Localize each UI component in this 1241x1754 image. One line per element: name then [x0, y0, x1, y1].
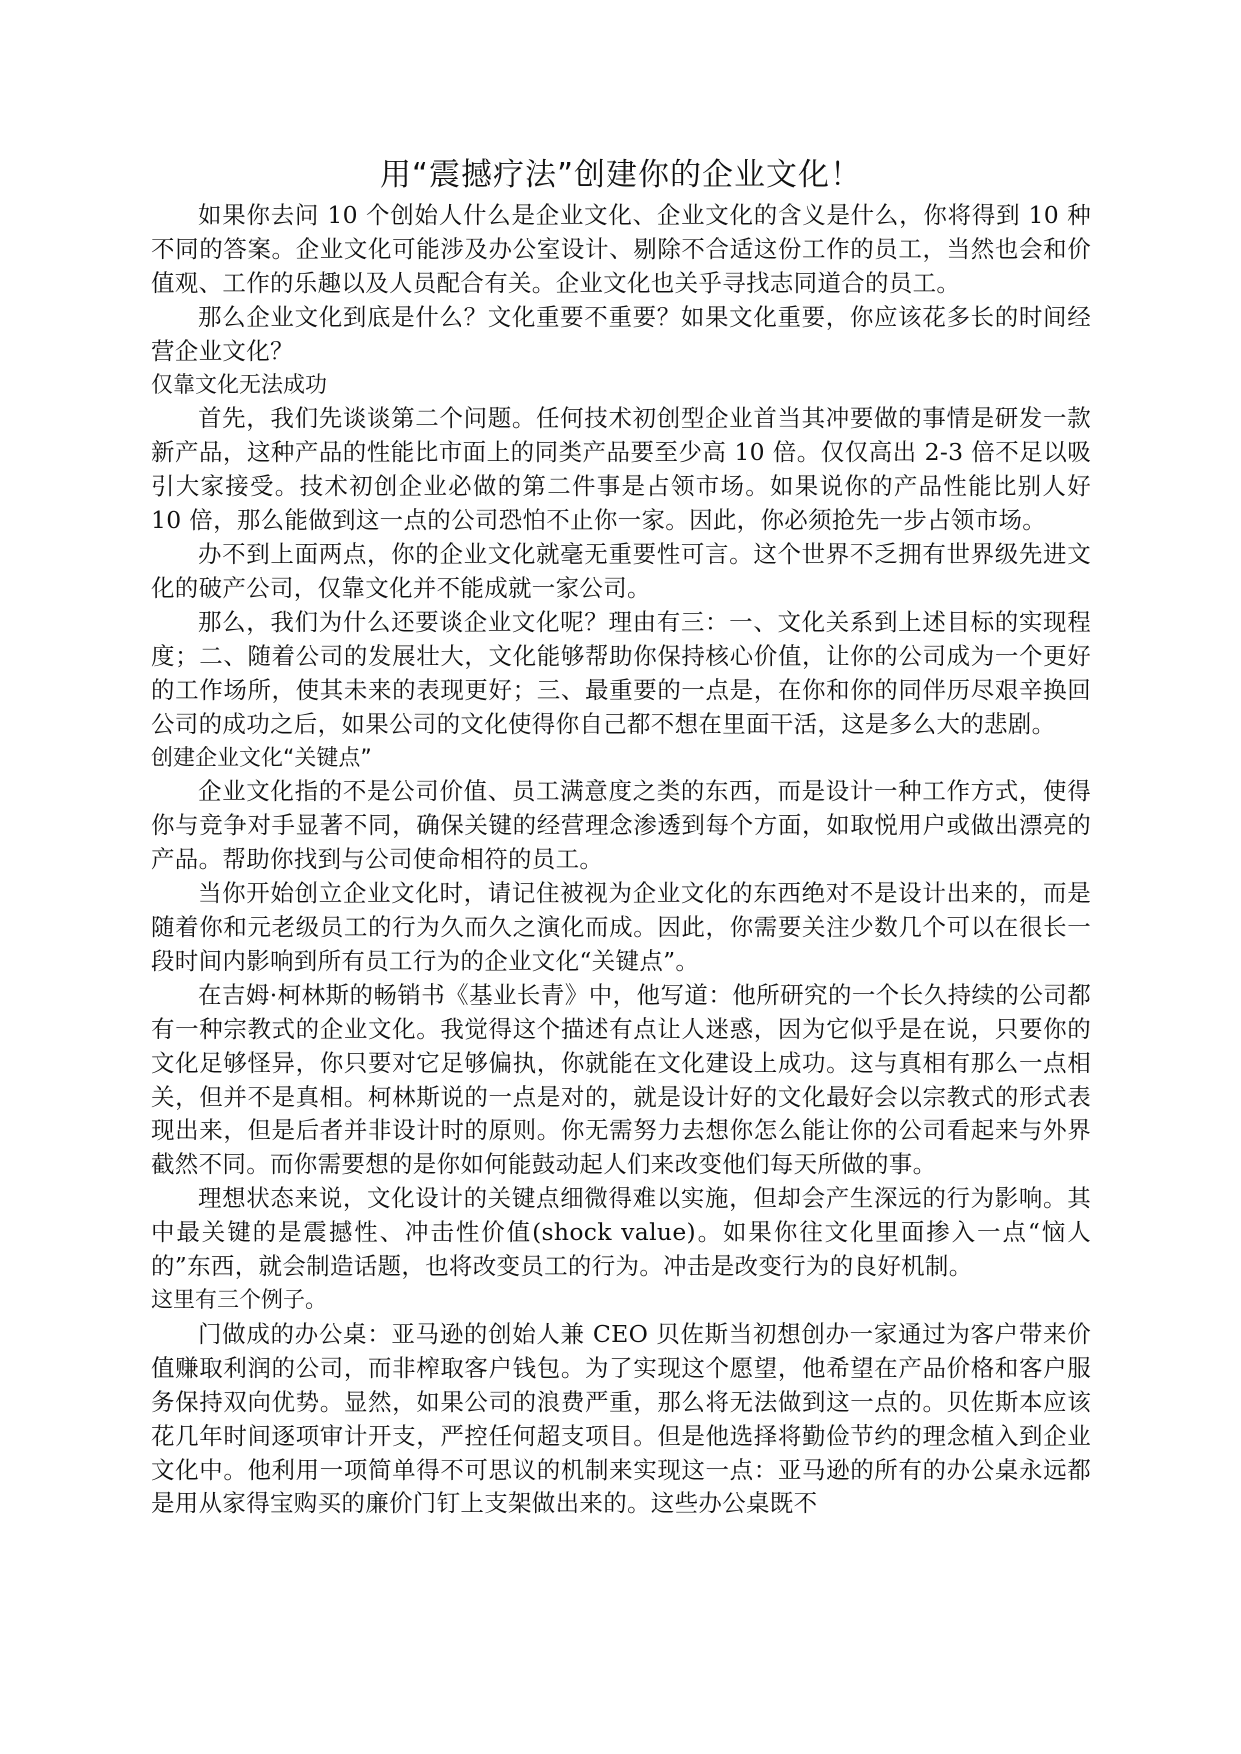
- document-body: [151, 199, 1091, 1521]
- document-title: 用“震撼疗法”创建你的企业文化！: [379, 157, 863, 193]
- paragraph: 那么，我们为什么还要谈企业文化呢？理由有三：一、文化关系到上述目标的实现程度；二、随着公司的发展壮大，文化能够帮助你保持核心价值，让你的公司成为一个更好的工作场所，使其未来的表现更好；三、最重要的一点是，在你和你的同伴历尽艰辛换回公司的成功之后，如果公司的文化使得你自己都不想在里面干活，这是多么大的悲剧。: [151, 607, 1091, 738]
- paragraph: 当你开始创立企业文化时，请记住被视为企业文化的东西绝对不是设计出来的，而是随着你和元老级员工的行为久而久之演化而成。因此，你需要关注少数几个可以在很长一段时间内影响到所有员工行为的企业文化“关键点”。: [151, 879, 1091, 975]
- paragraph: 那么企业文化到底是什么？文化重要不重要？如果文化重要，你应该花多长的时间经营企业文化？: [151, 302, 1091, 365]
- section-heading: 这里有三个例子。: [151, 1288, 328, 1313]
- paragraph: 在吉姆·柯林斯的畅销书《基业长青》中，他写道：他所研究的一个长久持续的公司都有一种宗教式的企业文化。我觉得这个描述有点让人迷惑，因为它似乎是在说，只要你的文化足够怪异，你只要对它足够偏执，你就能在文化建设上成功。这与真相有那么一点相关，但并不是真相。柯林斯说的一点是对的，就是设计好的文化最好会以宗教式的形式表现出来，但是后者并非设计时的原则。你无需努力去想你怎么能让你的公司看起来与外界截然不同。而你需要想的是你如何能鼓动起人们来改变他们每天所做的事。: [151, 980, 1091, 1179]
- section-heading: 创建企业文化“关键点”: [151, 745, 372, 771]
- section-heading: 仅靠文化无法成功: [151, 372, 328, 398]
- document-page: [151, 153, 1091, 1521]
- paragraph: 办不到上面两点，你的企业文化就毫无重要性可言。这个世界不乏拥有世界级先进文化的破产公司，仅靠文化并不能成就一家公司。: [151, 540, 1091, 602]
- paragraph: 企业文化指的不是公司价值、员工满意度之类的东西，而是设计一种工作方式，使得你与竞争对手显著不同，确保关键的经营理念渗透到每个方面，如取悦用户或做出漂亮的产品。帮助你找到与公司使命相符的员工。: [151, 777, 1091, 874]
- paragraph: 门做成的办公桌：亚马逊的创始人兼 CEO 贝佐斯当初想创办一家通过为客户带来价值赚取利润的公司，而非榨取客户钱包。为了实现这个愿望，他希望在产品价格和客户服务保持双向优势。显然，如果公司的浪费严重，那么将无法做到这一点的。贝佐斯本应该花几年时间逐项审计开支，严控任何超支项目。但是他选择将勤俭节约的理念植入到企业文化中。他利用一项简单得不可思议的机制来实现这一点：亚马逊的所有的办公桌永远都是用从家得宝购买的廉价门钉上支架做出来的。这些办公桌既不: [151, 1319, 1091, 1518]
- paragraph: 理想状态来说，文化设计的关键点细微得难以实施，但却会产生深远的行为影响。其中最关键的是震撼性、冲击性价值(shock value)。如果你往文化里面掺入一点“恼人的”东西，就会制造话题，也将改变员工的行为。冲击是改变行为的良好机制。: [151, 1184, 1091, 1281]
- paragraph: 如果你去问 10 个创始人什么是企业文化、企业文化的含义是什么，你将得到 10 种不同的答案。企业文化可能涉及办公室设计、剔除不合适这份工作的员工，当然也会和价值观、工作的乐趣以及人员配合有关。企业文化也关乎寻找志同道合的员工。: [151, 201, 1091, 297]
- paragraph: 首先，我们先谈谈第二个问题。任何技术初创型企业首当其冲要做的事情是研发一款新产品，这种产品的性能比市面上的同类产品要至少高 10 倍。仅仅高出 2-3 倍不足以吸引大家接受。技术初创企业必做的第二件事是占领市场。如果说你的产品性能比别人好 10 倍，那么能做到这一点的公司恐怕不止你一家。因此，你必须抢先一步占领市场。: [151, 404, 1091, 535]
